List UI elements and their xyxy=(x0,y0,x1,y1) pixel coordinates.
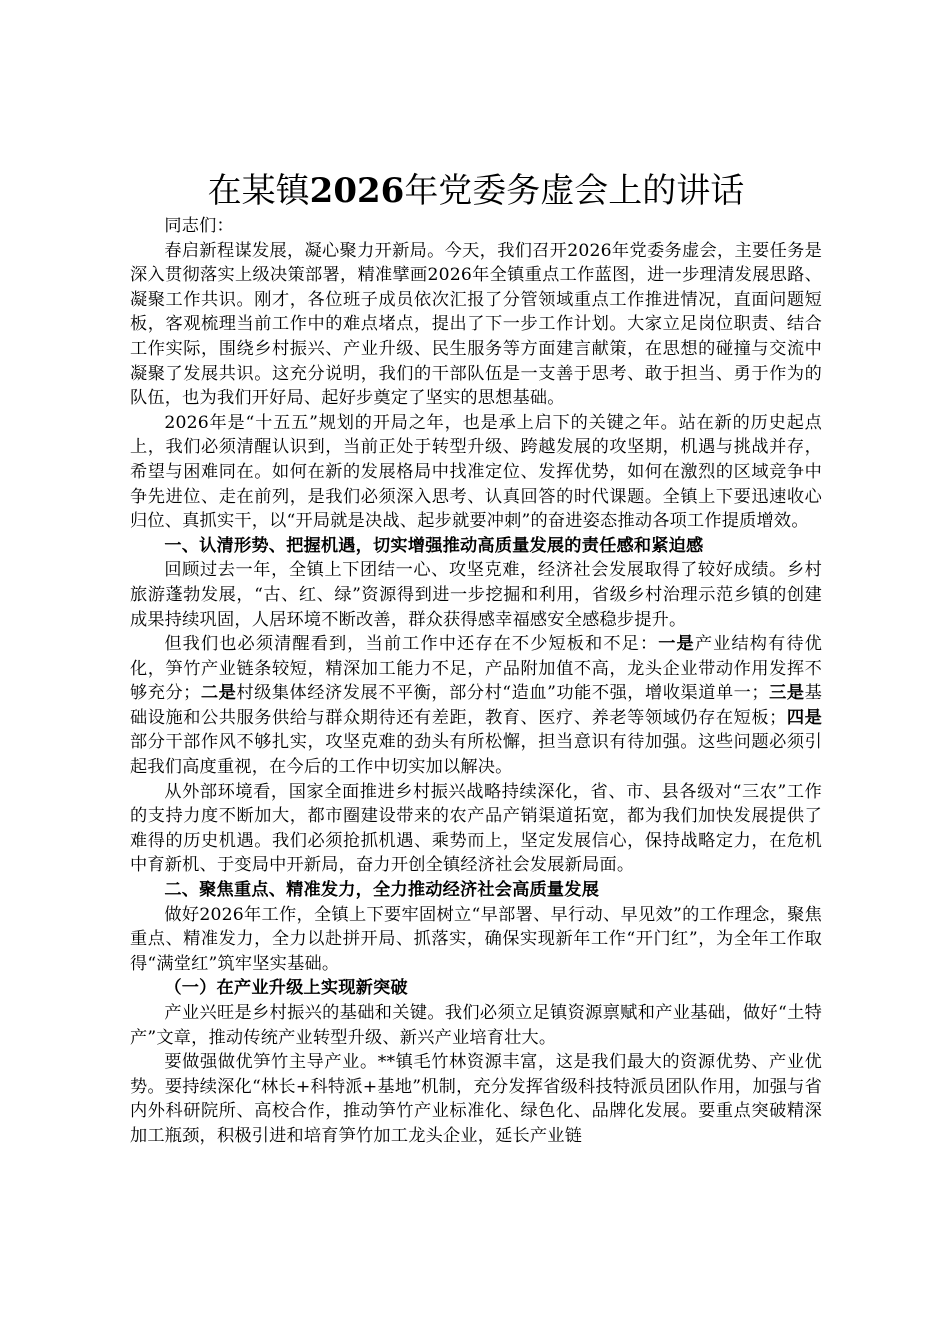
paragraph-intro: 春启新程谋发展，凝心聚力开新局。今天，我们召开2026年党委务虚会，主要任务是深入贯彻落实上级决策部署，精准擘画2026年全镇重点工作蓝图，进一步理清发展思路、凝聚工作共识。刚才，各位班子成员依次汇报了分管领域重点工作推进情况，直面问题短板，客观梳理当前工作中的难点堵点，提出了下一步工作计划。大家立足岗位职责、结合工作实际，围绕乡村振兴、产业升级、民生服务等方面建言献策，在思想的碰撞与交流中凝聚了发展共识。这充分说明，我们的干部队伍是一支善于思考、敢于担当、勇于作为的队伍，也为我们开好局、起好步奠定了坚实的思想基础。 xyxy=(130,240,822,409)
paragraph-review: 回顾过去一年，全镇上下团结一心、攻坚克难，经济社会发展取得了较好成绩。乡村旅游蓬勃发展，“古、红、绿”资源得到进一步挖掘和利用，省级乡村治理示范乡镇的创建成果持续巩固，人居环境不断改善，群众获得感幸福感安全感稳步提升。 xyxy=(130,560,822,630)
point-text-4: 部分干部作风不够扎实，攻坚克难的劲头有所松懈，担当意识有待加强。这些问题必须引起我们高度重视，在今后的工作中切实加以解决。 xyxy=(130,732,822,778)
subsection-heading-1: （一）在产业升级上实现新突破 xyxy=(164,978,408,999)
section-heading-1: 一、认清形势、把握机遇，切实增强推动高质量发展的责任感和紧迫感 xyxy=(164,535,704,556)
shortcomings-lead: 但我们也必须清醒看到，当前工作中还存在不少短板和不足： xyxy=(164,634,659,655)
title-prefix: 在某镇 xyxy=(207,171,310,211)
paragraph-work-plan: 做好2026年工作，全镇上下要牢固树立“早部署、早行动、早见效”的工作理念，聚焦重点、精准发力，全力以赴拼开局、抓落实，确保实现新年工作“开门红”，为全年工作取得“满堂红”筑牢坚实基础。 xyxy=(130,904,822,974)
point-text-3: 基础设施和公共服务供给与群众期待还有差距，教育、医疗、养老等领域仍存在短板； xyxy=(130,683,822,728)
point-text-1: 产业结构有待优化，笋竹产业链条较短，精深加工能力不足，产品附加值不高，龙头企业带动作用发挥不够充分； xyxy=(130,634,822,704)
document-title xyxy=(130,168,822,214)
document-page xyxy=(130,168,822,1149)
paragraph-bamboo: 要做强做优笋竹主导产业。**镇毛竹林资源丰富，这是我们最大的资源优势、产业优势。要持续深化“林长+科特派+基地”机制，充分发挥省级科技特派员团队作用，加强与省内外科研院所、高校合作，推动笋竹产业标准化、绿色化、品牌化发展。要重点突破精深加工瓶颈，积极引进和培育笋竹加工龙头企业，延长产业链 xyxy=(130,1052,822,1146)
paragraph-shortcomings xyxy=(130,632,822,780)
point-marker-2: 二是 xyxy=(200,683,237,704)
point-marker-3: 三是 xyxy=(768,683,805,704)
paragraph-context: 2026年是“十五五”规划的开局之年，也是承上启下的关键之年。站在新的历史起点上，我们必须清醒认识到，当前正处于转型升级、跨越发展的攻坚期，机遇与挑战并存，希望与困难同在。如何在新的发展格局中找准定位、发挥优势，如何在激烈的区域竞争中争先进位、走在前列，是我们必须深入思考、认真回答的时代课题。全镇上下要迅速收心归位、真抓实干，以“开局就是决战、起步就要冲刺”的奋进姿态推动各项工作提质增效。 xyxy=(130,412,822,532)
point-marker-4: 四是 xyxy=(786,707,823,728)
point-text-2: 村级集体经济发展不平衡，部分村“造血”功能不强，增收渠道单一； xyxy=(236,683,769,704)
section-heading-2: 二、聚焦重点、精准发力，全力推动经济社会高质量发展 xyxy=(164,880,600,901)
salutation: 同志们： xyxy=(164,216,234,236)
title-year: 2026 xyxy=(309,171,405,211)
point-marker-1: 一是 xyxy=(658,634,695,655)
paragraph-environment: 从外部环境看，国家全面推进乡村振兴战略持续深化，省、市、县各级对“三农”工作的支持力度不断加大，都市圈建设带来的农产品产销渠道拓宽，都为我们加快发展提供了难得的历史机遇。我们必须抢抓机遇、乘势而上，坚定发展信心，保持战略定力，在危机中育新机、于变局中开新局，奋力开创全镇经济社会发展新局面。 xyxy=(130,781,822,876)
paragraph-industry: 产业兴旺是乡村振兴的基础和关键。我们必须立足镇资源禀赋和产业基础，做好“土特产”文章，推动传统产业转型升级、新兴产业培育壮大。 xyxy=(130,1003,822,1048)
title-suffix: 年党委务虚会上的讲话 xyxy=(404,171,745,211)
